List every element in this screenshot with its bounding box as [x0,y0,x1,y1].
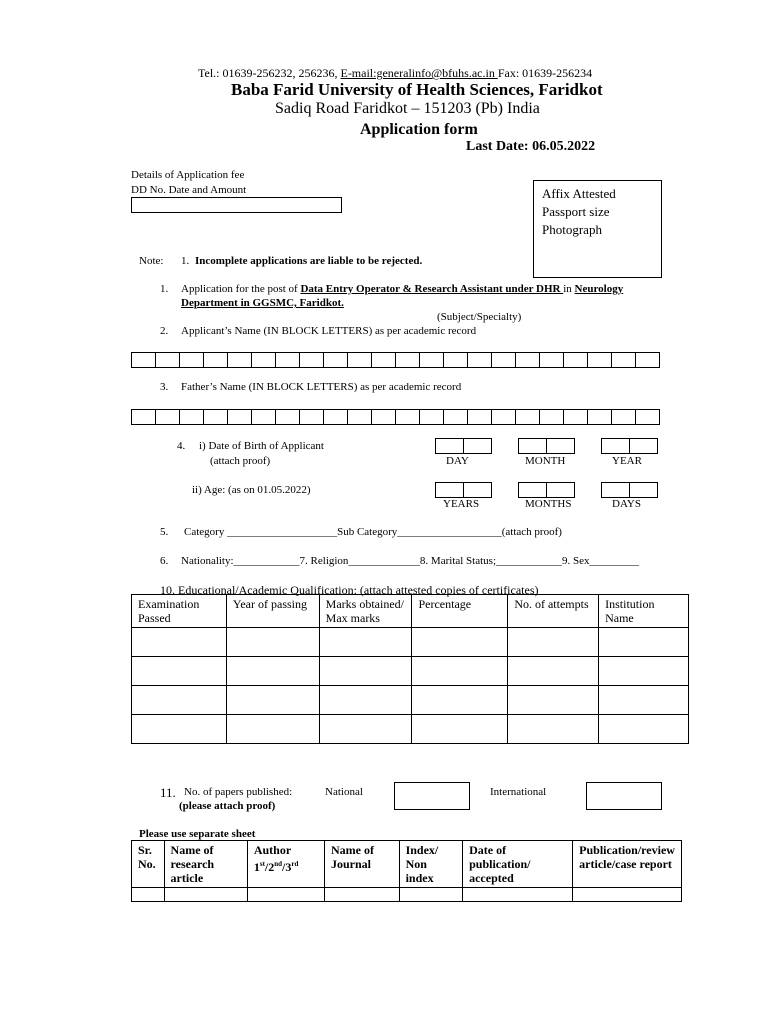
table-cell[interactable] [599,686,689,715]
table-row[interactable] [132,657,689,686]
col-article-name: Name of research article [164,841,247,888]
personal-details-field[interactable]: Nationality:____________7. Religion_____________8. Marital Status;____________9. Sex_________ [181,555,640,567]
table-cell[interactable] [508,657,599,686]
table-cell[interactable] [599,657,689,686]
papers-header-row [132,841,682,888]
last-date: Last Date: 06.05.2022 [466,139,596,154]
table-cell[interactable] [247,888,324,902]
photo-text-3: Photograph [542,222,602,237]
papers-table [131,840,682,902]
email-link[interactable]: E-mail:generalinfo@bfuhs.ac.in [340,66,498,80]
dob-day-boxes[interactable] [435,438,492,454]
col-publication-type: Publication/review article/case report [573,841,682,888]
subject-hint: (Subject/Specialty) [437,311,522,323]
photo-text-2: Passport size [542,204,610,219]
father-name-boxes[interactable] [131,409,660,425]
table-cell[interactable] [226,657,319,686]
table-cell[interactable] [132,888,165,902]
table-cell[interactable] [132,715,227,744]
col-examination: Examination Passed [132,595,227,628]
applicant-name-boxes[interactable] [131,352,660,368]
age-years-boxes[interactable] [435,482,492,498]
age-label: ii) Age: (as on 01.05.2022) [192,484,311,496]
col-attempts: No. of attempts [508,595,599,628]
table-cell[interactable] [508,715,599,744]
international-count-box[interactable] [586,782,662,810]
fee-label: Details of Application fee [131,169,245,181]
table-cell[interactable] [412,628,508,657]
table-cell[interactable] [319,628,412,657]
dob-label: i) Date of Birth of Applicant [199,440,324,452]
table-cell[interactable] [412,686,508,715]
university-name: Baba Farid University of Health Sciences, Faridkot [231,80,603,99]
international-label: International [490,786,547,798]
item5-number: 5. [160,526,169,538]
table-row[interactable] [132,888,682,902]
item6-number: 6. [160,555,169,567]
years-label: YEARS [443,498,480,510]
department-name: Neurology [574,283,624,295]
photo-text-1: Affix Attested [542,186,616,201]
table-cell[interactable] [319,715,412,744]
table-row[interactable] [132,715,689,744]
category-field[interactable]: Category ____________________Sub Category___________________(attach proof) [184,526,562,538]
national-label: National [325,786,363,798]
col-author: Author 1st/2nd/3rd [247,841,324,888]
item3-number: 3. [160,381,169,393]
contact-line [198,66,592,81]
note-label: Note: [139,255,164,267]
col-year: Year of passing [226,595,319,628]
item1-prefix: Application for the post of [181,283,301,295]
contact-fax: Fax: 01639-256234 [497,66,593,80]
item1-line1 [181,283,623,295]
item1-number: 1. [160,283,169,295]
table-row[interactable] [132,628,689,657]
university-address: Sadiq Road Faridkot – 151203 (Pb) India [275,100,540,117]
contact-phone: Tel.: 01639-256232, 256236, [198,66,341,80]
dob-hint: (attach proof) [210,455,271,467]
days-label: DAYS [612,498,641,510]
table-cell[interactable] [599,715,689,744]
table-cell[interactable] [226,686,319,715]
papers-hint: (please attach proof) [179,800,276,812]
item11-number: 11. [160,785,176,800]
col-date: Date of publication/ accepted [463,841,573,888]
table-cell[interactable] [132,686,227,715]
table-row[interactable] [132,686,689,715]
separate-sheet-note: Please use separate sheet [139,828,256,840]
table-cell[interactable] [226,715,319,744]
day-label: DAY [446,455,469,467]
item3-label: Father’s Name (IN BLOCK LETTERS) as per academic record [181,381,462,393]
age-months-boxes[interactable] [518,482,575,498]
department-line2: Department in GGSMC, Faridkot. [181,297,344,309]
item2-number: 2. [160,325,169,337]
table-cell[interactable] [508,686,599,715]
qualification-header-row [132,595,689,628]
table-cell[interactable] [508,628,599,657]
dob-year-boxes[interactable] [601,438,658,454]
post-name: Data Entry Operator & Research Assistant under DHR [300,283,564,295]
col-sr-no: Sr. No. [132,841,165,888]
table-cell[interactable] [319,686,412,715]
table-cell[interactable] [599,628,689,657]
table-cell[interactable] [324,888,399,902]
dob-month-boxes[interactable] [518,438,575,454]
national-count-box[interactable] [394,782,470,810]
table-cell[interactable] [463,888,573,902]
form-title: Application form [360,121,478,138]
table-cell[interactable] [412,715,508,744]
month-label: MONTH [525,455,566,467]
col-institution: Institution Name [599,595,689,628]
col-marks: Marks obtained/ Max marks [319,595,412,628]
note-number: 1. [181,255,190,267]
year-label: YEAR [612,455,642,467]
table-cell[interactable] [573,888,682,902]
months-label: MONTHS [525,498,572,510]
item1-in: in [563,283,575,295]
age-days-boxes[interactable] [601,482,658,498]
dd-label: DD No. Date and Amount [131,184,247,196]
col-percentage: Percentage [412,595,508,628]
table-cell[interactable] [164,888,247,902]
qualification-title: 10. Educational/Academic Qualification: (attach attested copies of certificates) [160,583,539,597]
note-text: Incomplete applications are liable to be rejected. [195,255,423,267]
table-cell[interactable] [226,628,319,657]
papers-label: No. of papers published: [184,786,293,798]
col-index: Index/ Non index [399,841,463,888]
table-cell[interactable] [132,657,227,686]
dd-details-field[interactable] [131,197,342,213]
table-cell[interactable] [132,628,227,657]
table-cell[interactable] [319,657,412,686]
item2-label: Applicant’s Name (IN BLOCK LETTERS) as per academic record [181,325,477,337]
col-journal: Name of Journal [324,841,399,888]
table-cell[interactable] [399,888,463,902]
table-cell[interactable] [412,657,508,686]
item4-number: 4. [177,440,186,452]
qualification-table [131,594,689,744]
